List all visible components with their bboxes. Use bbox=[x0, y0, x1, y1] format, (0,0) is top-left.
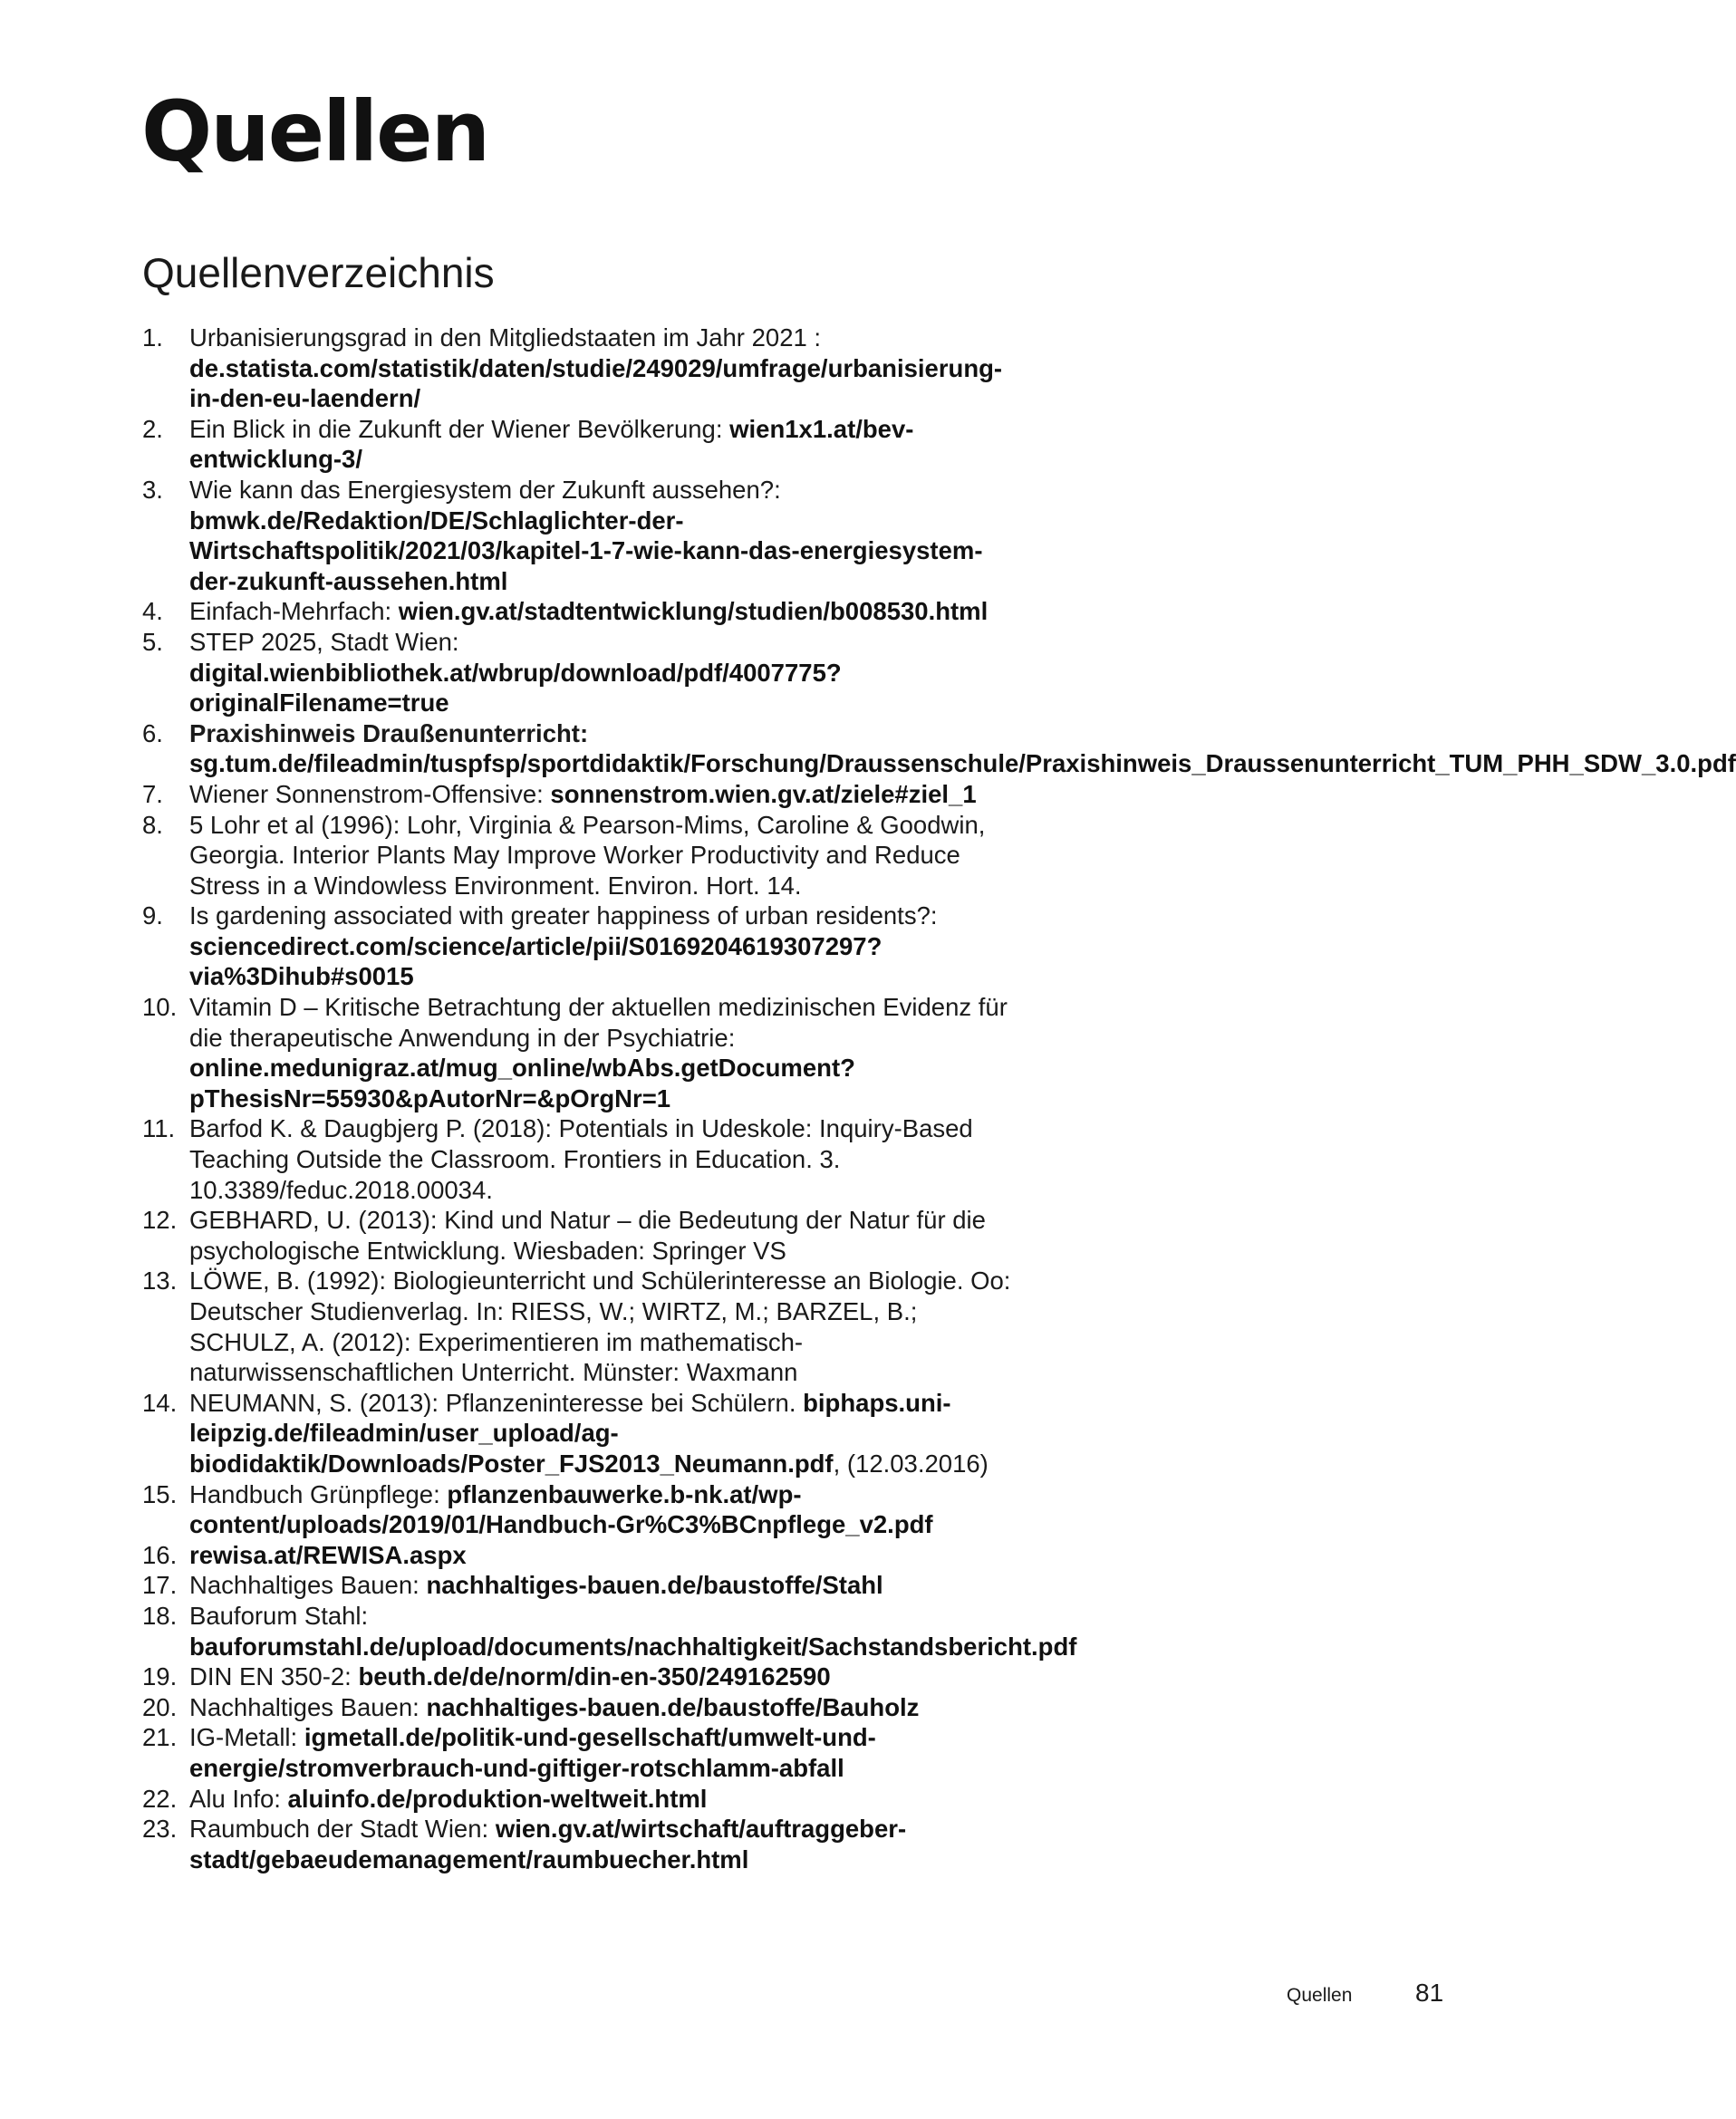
reference-item bbox=[142, 1722, 1012, 1783]
section-heading: Quellenverzeichnis bbox=[142, 249, 495, 296]
reference-link[interactable]: bmwk.de/Redaktion/DE/Schlaglichter-der-Wirtschaftspolitik/2021/03/kapitel-1-7-wie-kann-das-energiesystem-der-zukunft-aussehen.html bbox=[189, 506, 983, 595]
reference-link[interactable]: beuth.de/de/norm/din-en-350/249162590 bbox=[358, 1662, 831, 1691]
reference-number: 3. bbox=[142, 475, 163, 504]
reference-text bbox=[189, 323, 1002, 412]
reference-text bbox=[189, 1389, 989, 1478]
reference-description: Nachhaltiges Bauen: bbox=[189, 1571, 427, 1600]
reference-item bbox=[142, 1784, 1012, 1815]
reference-number: 7. bbox=[142, 779, 163, 808]
reference-description: NEUMANN, S. (2013): Pflanzeninteresse bei Schülern. bbox=[189, 1388, 804, 1417]
reference-number: 9. bbox=[142, 901, 163, 930]
reference-link[interactable]: wien.gv.at/wirtschaft/auftraggeber-stadt/gebaeudemanagement/raumbuecher.html bbox=[189, 1815, 907, 1873]
reference-text bbox=[189, 1662, 831, 1690]
reference-link[interactable]: sonnenstrom.wien.gv.at/ziele#ziel_1 bbox=[550, 779, 977, 808]
reference-description: STEP 2025, Stadt Wien: bbox=[189, 627, 459, 656]
reference-text bbox=[189, 1602, 1076, 1661]
reference-description: Urbanisierungsgrad in den Mitgliedstaaten im Jahr 2021 : bbox=[189, 323, 822, 352]
reference-item bbox=[142, 323, 1012, 414]
reference-item bbox=[142, 1479, 1012, 1540]
reference-number: 12. bbox=[142, 1206, 178, 1235]
reference-number: 4. bbox=[142, 597, 163, 626]
reference-item bbox=[142, 718, 1736, 779]
reference-item bbox=[142, 596, 1012, 627]
reference-number: 18. bbox=[142, 1601, 178, 1630]
reference-description: , (12.03.2016) bbox=[833, 1449, 989, 1478]
reference-link[interactable]: aluinfo.de/produktion-weltweit.html bbox=[287, 1784, 708, 1813]
reference-description: Nachhaltiges Bauen: bbox=[189, 1692, 427, 1721]
reference-item bbox=[142, 1814, 1012, 1874]
reference-number: 2. bbox=[142, 414, 163, 443]
reference-number: 23. bbox=[142, 1815, 178, 1844]
reference-link[interactable]: sg.tum.de/fileadmin/tuspfsp/sportdidaktik/Forschung/Draussenschule/Praxishinweis_Draussenunterricht_TUM_PHH_SDW_3.0.pdf bbox=[189, 749, 1736, 778]
reference-description: Einfach-Mehrfach: bbox=[189, 597, 399, 626]
reference-text bbox=[189, 901, 938, 990]
reference-description: Handbuch Grünpflege: bbox=[189, 1479, 448, 1508]
reference-item bbox=[142, 779, 1012, 810]
reference-description: Alu Info: bbox=[189, 1784, 288, 1813]
reference-item bbox=[142, 1388, 1012, 1479]
reference-description: DIN EN 350-2: bbox=[189, 1662, 359, 1691]
reference-item bbox=[142, 1692, 1012, 1723]
reference-text bbox=[189, 1815, 906, 1873]
reference-number: 15. bbox=[142, 1479, 178, 1508]
reference-description: Raumbuch der Stadt Wien: bbox=[189, 1815, 496, 1844]
reference-link[interactable]: sciencedirect.com/science/article/pii/S0169204619307297?via%3Dihub#s0015 bbox=[189, 931, 882, 991]
reference-text bbox=[189, 1480, 933, 1539]
reference-description: Ein Blick in die Zukunft der Wiener Bevölkerung: bbox=[189, 414, 730, 443]
reference-number: 19. bbox=[142, 1662, 178, 1691]
reference-number: 21. bbox=[142, 1723, 178, 1752]
reference-number: 14. bbox=[142, 1388, 178, 1417]
reference-text bbox=[189, 1206, 986, 1265]
reference-link[interactable]: de.statista.com/statistik/daten/studie/249029/umfrage/urbanisierung-in-den-eu-laendern/ bbox=[189, 353, 1003, 413]
reference-text bbox=[189, 1541, 467, 1569]
reference-item bbox=[142, 1601, 1077, 1661]
reference-description: Praxishinweis Draußenunterricht: bbox=[189, 718, 589, 747]
reference-link[interactable]: nachhaltiges-bauen.de/baustoffe/Bauholz bbox=[426, 1692, 920, 1721]
reference-text bbox=[189, 811, 985, 900]
reference-item bbox=[142, 475, 1012, 596]
reference-number: 11. bbox=[142, 1114, 176, 1143]
reference-description: GEBHARD, U. (2013): Kind und Natur – die Bedeutung der Natur für die psychologische Entwicklung. Wiesbaden: Springer VS bbox=[189, 1206, 986, 1265]
reference-text bbox=[189, 415, 913, 474]
reference-text bbox=[189, 1571, 883, 1599]
reference-link[interactable]: bauforumstahl.de/upload/documents/nachhaltigkeit/Sachstandsbericht.pdf bbox=[189, 1632, 1077, 1661]
reference-text bbox=[189, 476, 982, 595]
reference-item bbox=[142, 901, 1012, 992]
reference-number: 10. bbox=[142, 993, 178, 1022]
footer-section-label: Quellen bbox=[1287, 1985, 1353, 2006]
reference-text bbox=[189, 1693, 919, 1721]
reference-text bbox=[189, 597, 988, 625]
reference-link[interactable]: digital.wienbibliothek.at/wbrup/download/pdf/4007775?originalFilename=true bbox=[189, 658, 842, 718]
reference-text bbox=[189, 1723, 876, 1782]
reference-description: Bauforum Stahl: bbox=[189, 1601, 369, 1630]
reference-number: 6. bbox=[142, 718, 163, 747]
reference-number: 17. bbox=[142, 1571, 178, 1600]
reference-description: Is gardening associated with greater happiness of urban residents?: bbox=[189, 901, 938, 930]
reference-item bbox=[142, 1113, 1012, 1205]
reference-item bbox=[142, 992, 1012, 1113]
reference-item bbox=[142, 1205, 1012, 1266]
reference-number: 13. bbox=[142, 1267, 178, 1295]
reference-link[interactable]: nachhaltiges-bauen.de/baustoffe/Stahl bbox=[426, 1571, 883, 1600]
reference-item bbox=[142, 1266, 1012, 1387]
reference-item bbox=[142, 1570, 1012, 1601]
reference-description: Wie kann das Energiesystem der Zukunft aussehen?: bbox=[189, 475, 781, 504]
reference-number: 16. bbox=[142, 1540, 178, 1569]
reference-link[interactable]: wien1x1.at/bev-entwicklung-3/ bbox=[189, 414, 914, 474]
reference-text bbox=[189, 780, 977, 808]
reference-description: Barfod K. & Daugbjerg P. (2018): Potentials in Udeskole: Inquiry-Based Teaching Outside the Classroom. Frontiers in Education. 3. 10.3389/feduc.2018.00034. bbox=[189, 1114, 973, 1204]
reference-link[interactable]: rewisa.at/REWISA.aspx bbox=[189, 1540, 467, 1569]
page-title: Quellen bbox=[141, 83, 489, 180]
reference-list bbox=[142, 323, 1736, 1874]
reference-text bbox=[189, 719, 1736, 778]
reference-link[interactable]: online.medunigraz.at/mug_online/wbAbs.getDocument?pThesisNr=55930&pAutorNr=&pOrgNr=1 bbox=[189, 1054, 855, 1112]
page-number: 81 bbox=[1415, 1979, 1444, 2007]
reference-item bbox=[142, 627, 1012, 718]
reference-number: 8. bbox=[142, 810, 163, 839]
reference-link[interactable]: igmetall.de/politik-und-gesellschaft/umwelt-und-energie/stromverbrauch-und-giftiger-rotschlamm-abfall bbox=[189, 1723, 876, 1782]
reference-link[interactable]: wien.gv.at/stadtentwicklung/studien/b008530.html bbox=[398, 597, 989, 626]
reference-text bbox=[189, 1267, 1010, 1386]
reference-number: 1. bbox=[142, 323, 163, 352]
reference-item bbox=[142, 414, 1012, 475]
reference-text bbox=[189, 993, 1008, 1112]
reference-description: IG-Metall: bbox=[189, 1723, 304, 1752]
reference-number: 22. bbox=[142, 1784, 178, 1813]
reference-item bbox=[142, 1661, 1012, 1692]
reference-number: 20. bbox=[142, 1692, 178, 1721]
reference-text bbox=[189, 628, 842, 717]
reference-link[interactable]: biphaps.uni-leipzig.de/fileadmin/user_upload/ag-biodidaktik/Downloads/Poster_FJS2013_Neumann.pdf bbox=[189, 1388, 951, 1478]
reference-text bbox=[189, 1114, 973, 1203]
reference-description: Wiener Sonnenstrom-Offensive: bbox=[189, 779, 551, 808]
reference-description: 5 Lohr et al (1996): Lohr, Virginia & Pearson-Mims, Caroline & Goodwin, Georgia. Interior Plants May Improve Worker Productivity and Reduce Stress in a Windowless Environment. Environ. Hort. 14. bbox=[189, 810, 986, 900]
reference-link[interactable]: pflanzenbauwerke.b-nk.at/wp-content/uploads/2019/01/Handbuch-Gr%C3%BCnpflege_v2.pdf bbox=[189, 1479, 933, 1539]
reference-item bbox=[142, 810, 1012, 901]
reference-item bbox=[142, 1540, 1012, 1571]
reference-description: Vitamin D – Kritische Betrachtung der aktuellen medizinischen Evidenz für die therapeutische Anwendung in der Psychiatrie: bbox=[189, 993, 1008, 1052]
reference-text bbox=[189, 1785, 707, 1813]
reference-number: 5. bbox=[142, 627, 163, 656]
reference-description: LÖWE, B. (1992): Biologieunterricht und Schülerinteresse an Biologie. Oo: Deutscher Studienverlag. In: RIESS, W.; WIRTZ, M.; BARZEL, B.; SCHULZ, A. (2012): Experimentieren im mathematisch-naturwissenschaftlichen Unterricht. Münster: Waxmann bbox=[189, 1267, 1011, 1387]
